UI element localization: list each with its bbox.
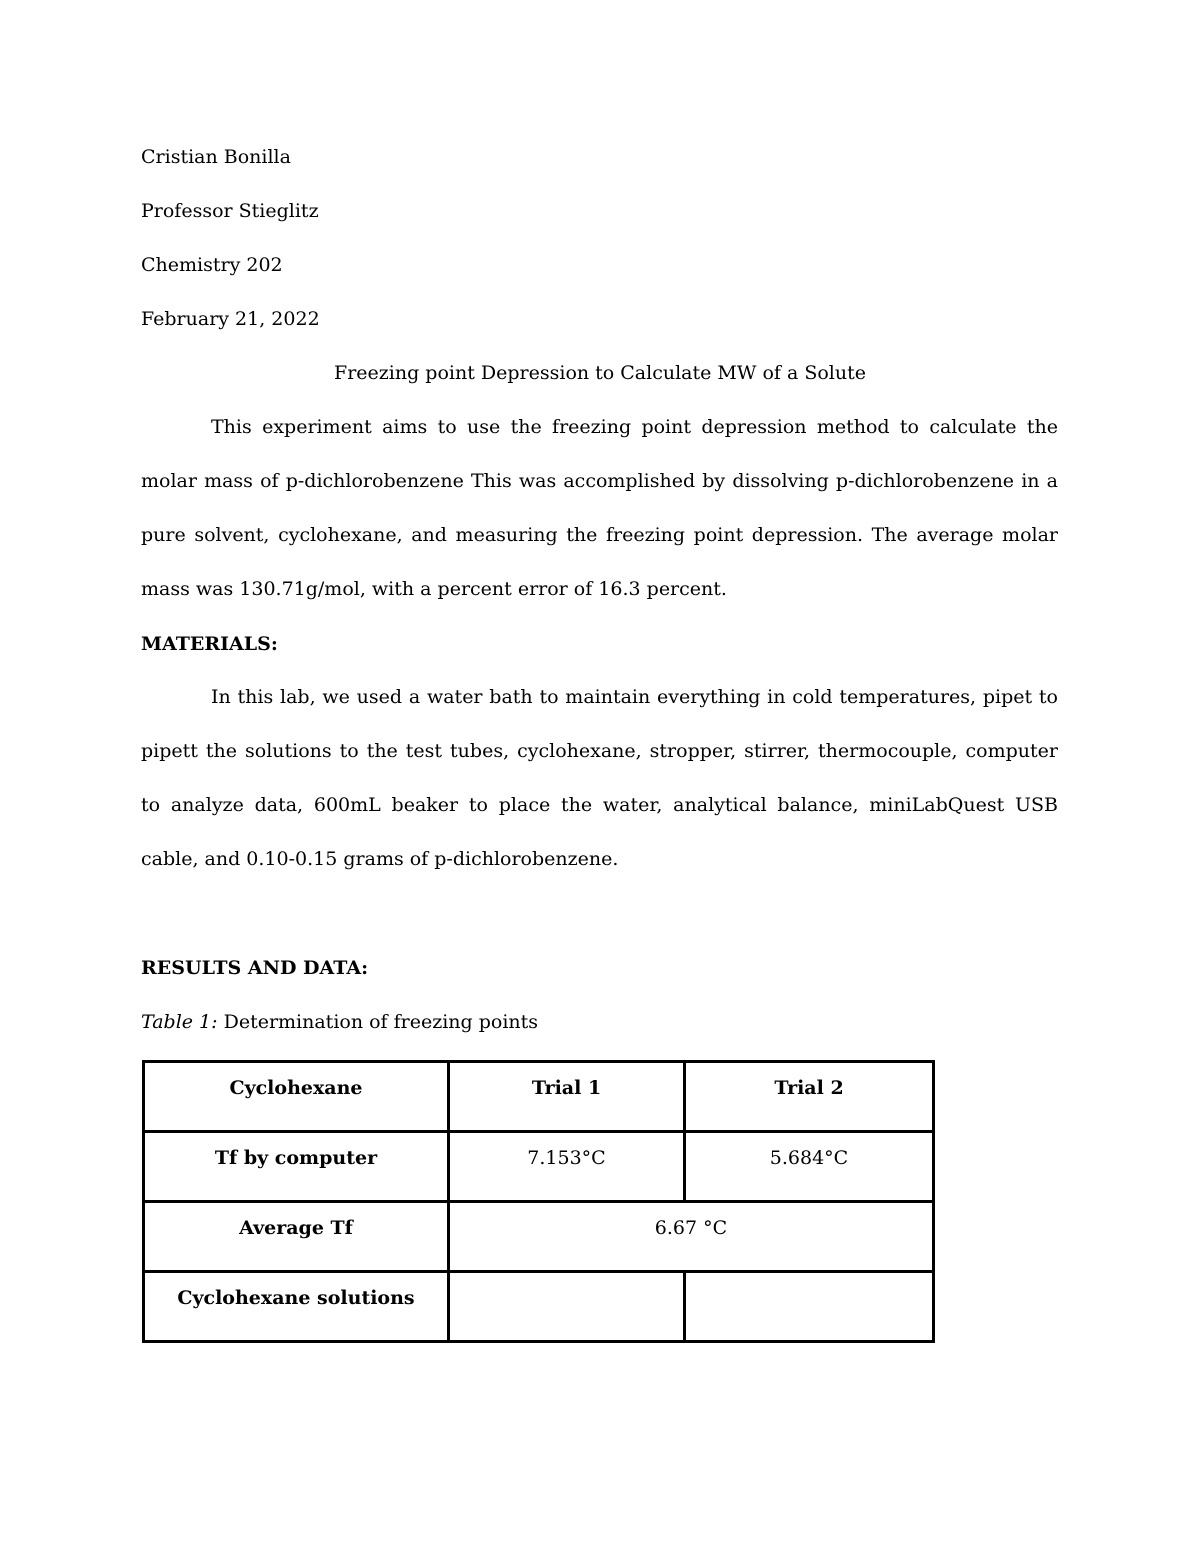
author-name: Cristian Bonilla <box>141 146 291 168</box>
table-cell: 7.153°C <box>449 1132 685 1202</box>
table-row <box>144 1132 934 1202</box>
freezing-points-table <box>142 1060 935 1343</box>
professor-name: Professor Stieglitz <box>141 200 319 222</box>
report-date: February 21, 2022 <box>141 308 320 330</box>
table-caption <box>141 1010 538 1034</box>
table-cell-average: 6.67 °C <box>449 1202 934 1272</box>
course-name: Chemistry 202 <box>141 254 283 276</box>
table-header-row <box>144 1062 934 1132</box>
results-heading: RESULTS AND DATA: <box>141 957 369 979</box>
table-header-cell: Cyclohexane <box>144 1062 449 1132</box>
table-cell: 5.684°C <box>685 1132 934 1202</box>
table-caption-text: Determination of freezing points <box>217 1011 539 1033</box>
row-label: Average Tf <box>144 1202 449 1272</box>
document-title: Freezing point Depression to Calculate MW of a Solute <box>334 362 866 384</box>
row-label: Tf by computer <box>144 1132 449 1202</box>
materials-heading: MATERIALS: <box>141 633 278 655</box>
table-header-cell: Trial 1 <box>449 1062 685 1132</box>
table-row <box>144 1202 934 1272</box>
table-header-cell: Trial 2 <box>685 1062 934 1132</box>
abstract-paragraph: This experiment aims to use the freezing point depression method to calculate the molar mass of p-dichlorobenzene This was accomplished by dissolving p-dichlorobenzene in a pure solvent, cyclohexane, and measuring the freezing point depression. The average molar mass was 130.71g/mol, with a percent error of 16.3 percent. <box>141 416 1058 600</box>
table-cell <box>685 1272 934 1342</box>
table-cell <box>449 1272 685 1342</box>
table-row <box>144 1272 934 1342</box>
materials-paragraph: In this lab, we used a water bath to maintain everything in cold temperatures, pipet to pipett the solutions to the test tubes, cyclohexane, stropper, stirrer, thermocouple, computer to analyze data, 600mL beaker to place the water, analytical balance, miniLabQuest USB cable, and 0.10-0.15 grams of p-dichlorobenzene. <box>141 686 1058 870</box>
table-label: Table 1: <box>141 1011 218 1033</box>
row-label: Cyclohexane solutions <box>144 1272 449 1342</box>
